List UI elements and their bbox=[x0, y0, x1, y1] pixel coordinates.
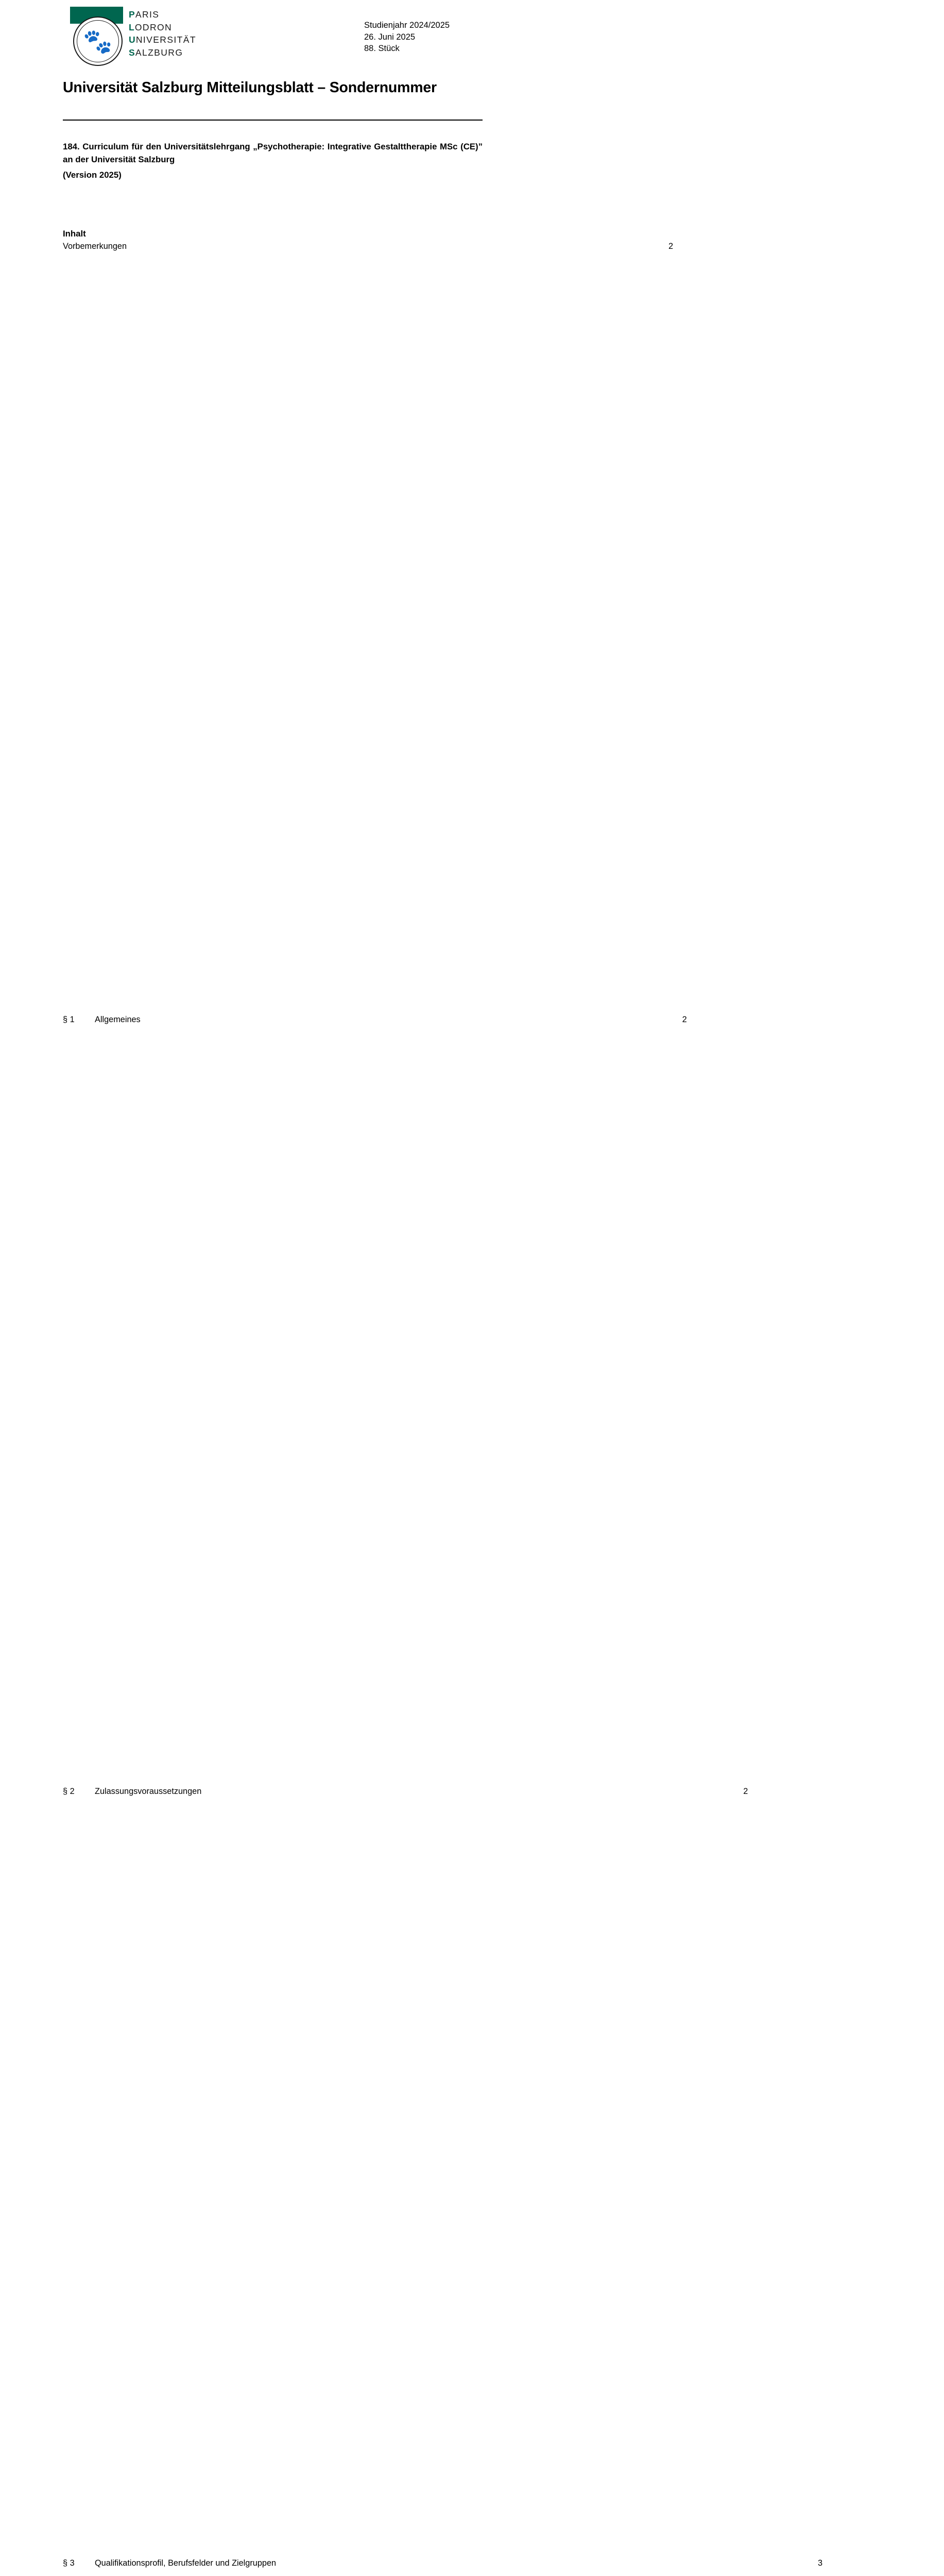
issue-info bbox=[364, 20, 483, 55]
toc-entry[interactable] bbox=[63, 240, 674, 1012]
university-logo bbox=[63, 5, 215, 68]
wordmark-line-3 bbox=[129, 33, 196, 46]
toc-entry-number: § 2 bbox=[63, 1787, 75, 1796]
toc-entry-label: Allgemeines bbox=[95, 1015, 141, 1024]
wordmark-lead-3: U bbox=[129, 35, 136, 45]
wordmark-rest-4: ALZBURG bbox=[135, 47, 183, 58]
toc-entry-label: Vorbemerkungen bbox=[63, 242, 127, 251]
toc-entry-page: 3 bbox=[818, 2558, 823, 2568]
subject-number: 184. bbox=[63, 142, 80, 151]
wordmark-lead-4: S bbox=[129, 47, 135, 58]
toc-entry-label: Qualifikationsprofil, Berufsfelder und Zielgruppen bbox=[95, 2558, 277, 2568]
toc-entry-page: 2 bbox=[743, 1787, 748, 1796]
table-of-contents bbox=[63, 229, 823, 2576]
wordmark-line-4 bbox=[129, 46, 196, 59]
wordmark-lead-1: P bbox=[129, 9, 135, 20]
lion-crest-icon bbox=[73, 16, 123, 66]
academic-year: Studienjahr 2024/2025 bbox=[364, 21, 450, 30]
issue-number: 88. Stück bbox=[364, 44, 400, 53]
page-title: Universität Salzburg Mitteilungsblatt – Sondernummer bbox=[63, 79, 437, 96]
wordmark-rest-2: ODRON bbox=[134, 22, 173, 32]
toc-heading: Inhalt bbox=[63, 229, 86, 239]
toc-entry[interactable] bbox=[63, 2555, 823, 2576]
toc-entry[interactable] bbox=[63, 1784, 748, 2555]
lion-glyph: 🐾 bbox=[83, 28, 113, 55]
toc-entry-page: 2 bbox=[682, 1015, 687, 1024]
subject-text: Curriculum für den Universitätslehrgang „Psychotherapie: Integrative Gestalttherapie MSc (CE)” an der Universität Salzburg bbox=[63, 142, 483, 164]
subject-line bbox=[63, 140, 483, 166]
toc-entry-number: § 1 bbox=[63, 1015, 75, 1024]
toc-entry[interactable] bbox=[63, 1012, 687, 1784]
page-header bbox=[63, 5, 483, 67]
wordmark-rest-3: NIVERSITÄT bbox=[135, 35, 196, 45]
logo-wordmark bbox=[129, 8, 196, 59]
wordmark-line-2 bbox=[129, 21, 196, 34]
toc-entry-page: 2 bbox=[668, 242, 674, 251]
wordmark-lead-2: L bbox=[129, 22, 135, 32]
wordmark-line-1 bbox=[129, 8, 196, 21]
toc-rows bbox=[63, 240, 823, 2576]
title-divider bbox=[63, 120, 483, 121]
issue-date: 26. Juni 2025 bbox=[364, 32, 416, 42]
toc-entry-label: Zulassungsvoraussetzungen bbox=[95, 1787, 202, 1796]
wordmark-rest-1: ARIS bbox=[135, 9, 160, 20]
toc-entry-number: § 3 bbox=[63, 2558, 75, 2568]
subject-version: (Version 2025) bbox=[63, 170, 122, 180]
